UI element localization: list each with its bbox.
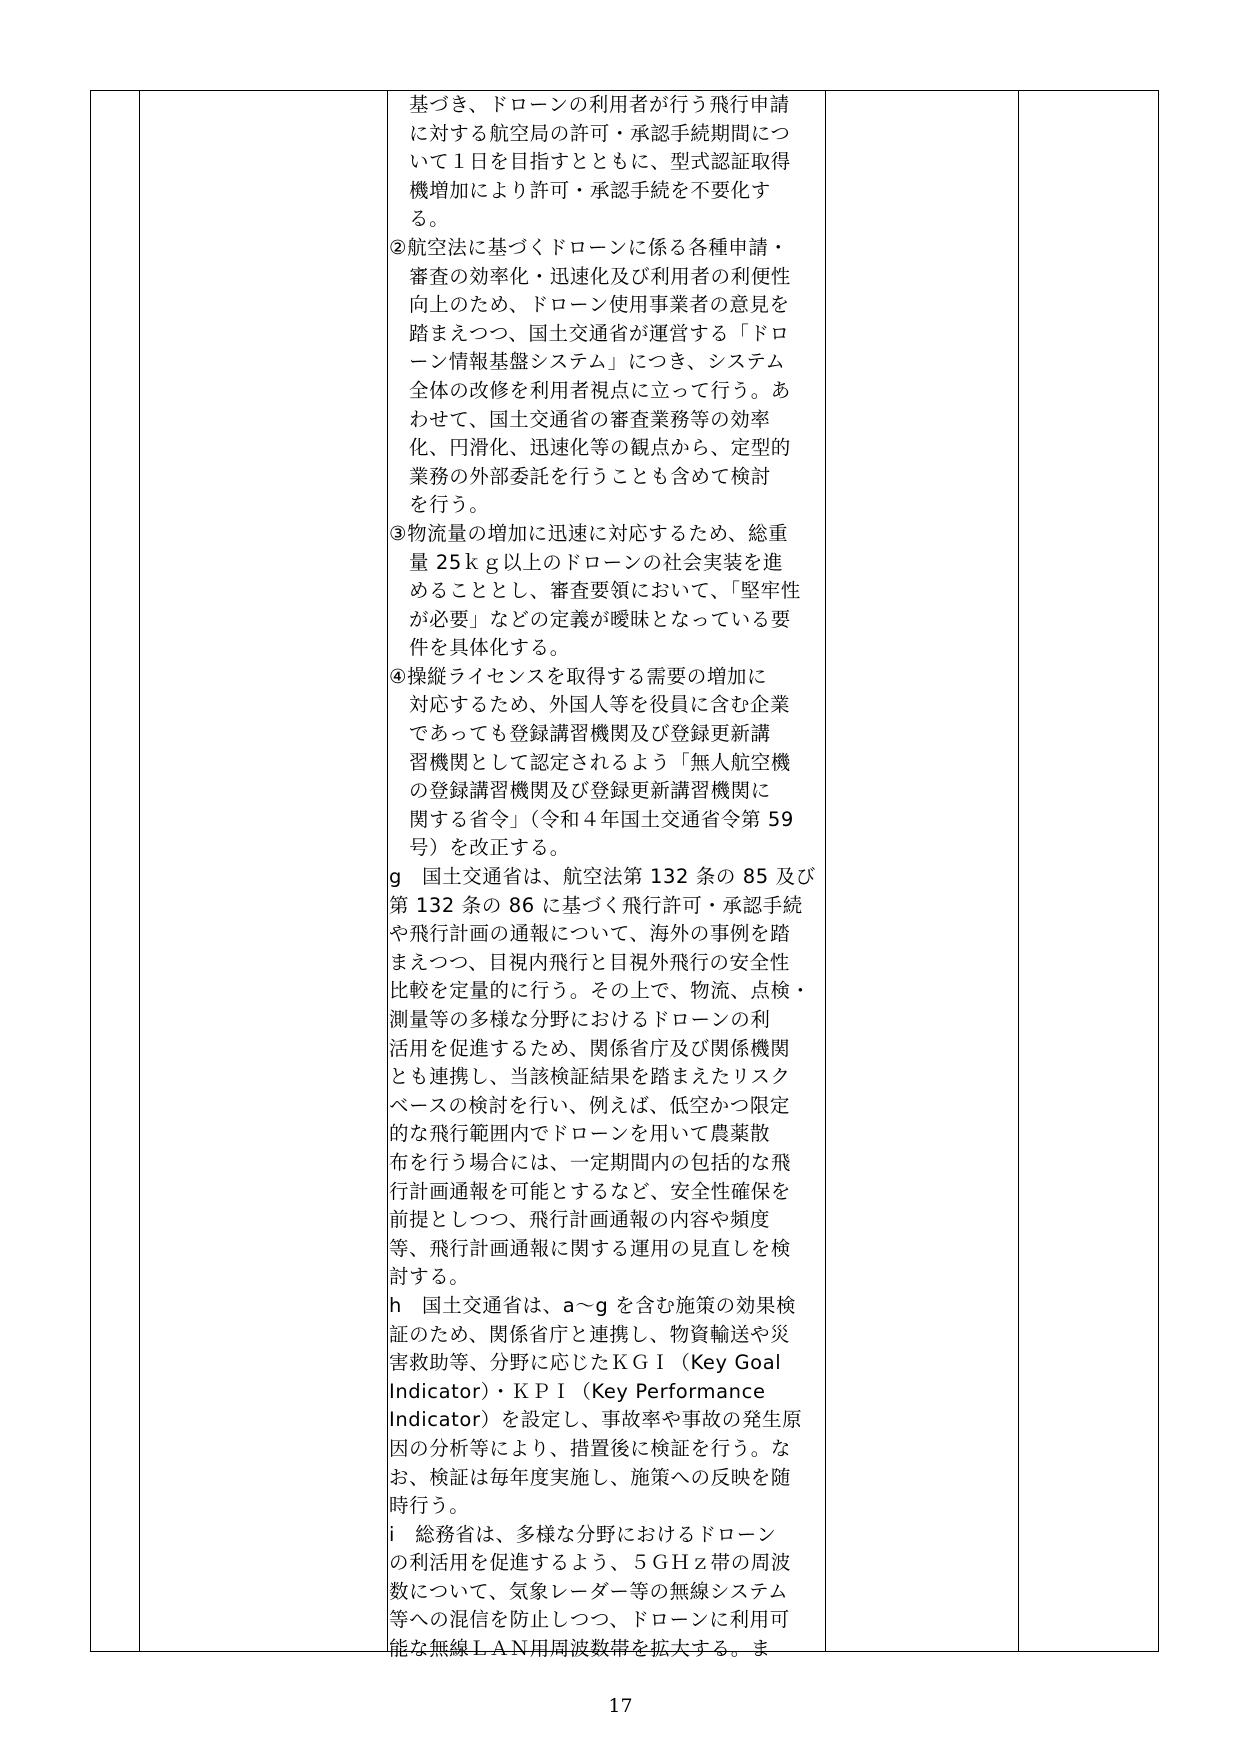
text-line: の利活用を促進するよう、５ＧＨｚ帯の周波 xyxy=(389,1551,792,1575)
text-line: 数について、気象レーダー等の無線システム xyxy=(389,1579,789,1603)
text-line: とも連携し、当該検証結果を踏まえたリスク xyxy=(389,1065,791,1089)
text-line: 基づき、ドローンの利用者が行う飛行申請 xyxy=(409,93,790,116)
text-line: 関する省令」（令和４年国土交通省令第 59 xyxy=(409,807,794,831)
column-divider-2 xyxy=(387,91,388,1651)
text-line: 行計画通報を可能とするなど、安全性確保を xyxy=(389,1179,792,1203)
text-line: ②航空法に基づくドローンに係る各種申請・ xyxy=(389,235,789,259)
text-line: 的な飛行範囲内でドローンを用いて農薬散 xyxy=(389,1122,771,1146)
text-line: 測量等の多様な分野におけるドローンの利 xyxy=(389,1008,771,1031)
text-line: 比較を定量的に行う。その上で、物流、点検・ xyxy=(389,979,811,1003)
text-line: 布を行う場合には、一定期間内の包括的な飛 xyxy=(389,1150,792,1174)
text-line: めることとし、審査要領において、「堅牢性 xyxy=(409,579,801,603)
text-line: 機増加により許可・承認手続を不要化す xyxy=(409,178,771,202)
text-line: が必要」などの定義が曖昧となっている要 xyxy=(409,607,791,631)
text-line: Indicator）を設定し、事故率や事故の発生原 xyxy=(389,1408,803,1432)
text-line: 業務の外部委託を行うことも含めて検討 xyxy=(409,464,771,488)
column-divider-1 xyxy=(139,91,140,1651)
text-line: 前提としつつ、飛行計画通報の内容や頻度 xyxy=(389,1208,771,1232)
text-line: 証のため、関係省庁と連携し、物資輸送や災 xyxy=(389,1322,791,1346)
text-line: ーン情報基盤システム」につき、システム xyxy=(409,350,786,374)
text-line: 量 25ｋｇ以上のドローンの社会実装を進 xyxy=(409,550,784,574)
column-divider-4 xyxy=(1018,91,1019,1651)
measures-text-cell xyxy=(389,91,821,1664)
text-line: であっても登録講習機関及び登録更新講 xyxy=(409,722,771,746)
text-line: 向上のため、ドローン使用事業者の意見を xyxy=(409,293,790,317)
text-line: 習機関として認定されるよう「無人航空機 xyxy=(409,750,791,774)
text-line: に対する航空局の許可・承認手続期間につ xyxy=(409,121,791,145)
text-line: i 総務省は、多様な分野におけるドローン xyxy=(389,1522,777,1546)
text-line: 全体の改修を利用者視点に立って行う。あ xyxy=(409,378,791,402)
text-line: 号）を改正する。 xyxy=(409,836,570,860)
text-line: 対応するため、外国人等を役員に含む企業 xyxy=(409,693,791,717)
text-line: ③物流量の増加に迅速に対応するため、総重 xyxy=(389,521,789,545)
text-line: 等、飛行計画通報に関する運用の見直しを検 xyxy=(389,1236,792,1260)
text-line: 等への混信を防止しつつ、ドローンに利用可 xyxy=(389,1608,790,1632)
text-line: 能な無線ＬＡＮ用周波数帯を拡大する。ま xyxy=(389,1637,771,1661)
text-line: 審査の効率化・迅速化及び利用者の利便性 xyxy=(409,264,791,288)
table-frame xyxy=(90,90,1159,1661)
text-line: お、検証は毎年度実施し、施策への反映を随 xyxy=(389,1465,792,1489)
text-line: を行う。 xyxy=(409,493,490,517)
text-line: 活用を促進するため、関係省庁及び関係機関 xyxy=(389,1036,791,1060)
text-line: の登録講習機関及び登録更新講習機関に xyxy=(409,779,771,803)
text-line: 踏まえつつ、国土交通省が運営する「ドロ xyxy=(409,321,790,345)
text-line: Indicator）・ＫＰＩ（Key Performance xyxy=(389,1379,766,1403)
text-line: ベースの検討を行い、例えば、低空かつ限定 xyxy=(389,1093,791,1117)
text-line: 討する。 xyxy=(389,1265,470,1289)
page-number: 17 xyxy=(608,1695,633,1717)
text-line: 時行う。 xyxy=(389,1494,470,1518)
text-line: 第 132 条の 86 に基づく飛行許可・承認手続 xyxy=(389,893,803,917)
text-line: h 国土交通省は、a～g を含む施策の効果検 xyxy=(389,1293,797,1317)
text-line: まえつつ、目視内飛行と目視外飛行の安全性 xyxy=(389,950,790,974)
text-line: 害救助等、分野に応じたＫＧＩ（Key Goal xyxy=(389,1351,782,1375)
text-line: や飛行計画の通報について、海外の事例を踏 xyxy=(389,922,791,946)
text-line: る。 xyxy=(409,207,450,231)
text-line: わせて、国土交通省の審査業務等の効率 xyxy=(409,407,771,431)
text-line: いて１日を目指すとともに、型式認証取得 xyxy=(409,150,791,174)
text-line: 化、円滑化、迅速化等の観点から、定型的 xyxy=(409,436,791,460)
text-line: 因の分析等により、措置後に検証を行う。な xyxy=(389,1436,792,1460)
column-divider-3 xyxy=(825,91,826,1651)
text-line: ④操縦ライセンスを取得する需要の増加に xyxy=(389,664,768,688)
text-line: g 国土交通省は、航空法第 132 条の 85 及び xyxy=(389,865,816,889)
text-line: 件を具体化する。 xyxy=(409,636,570,660)
